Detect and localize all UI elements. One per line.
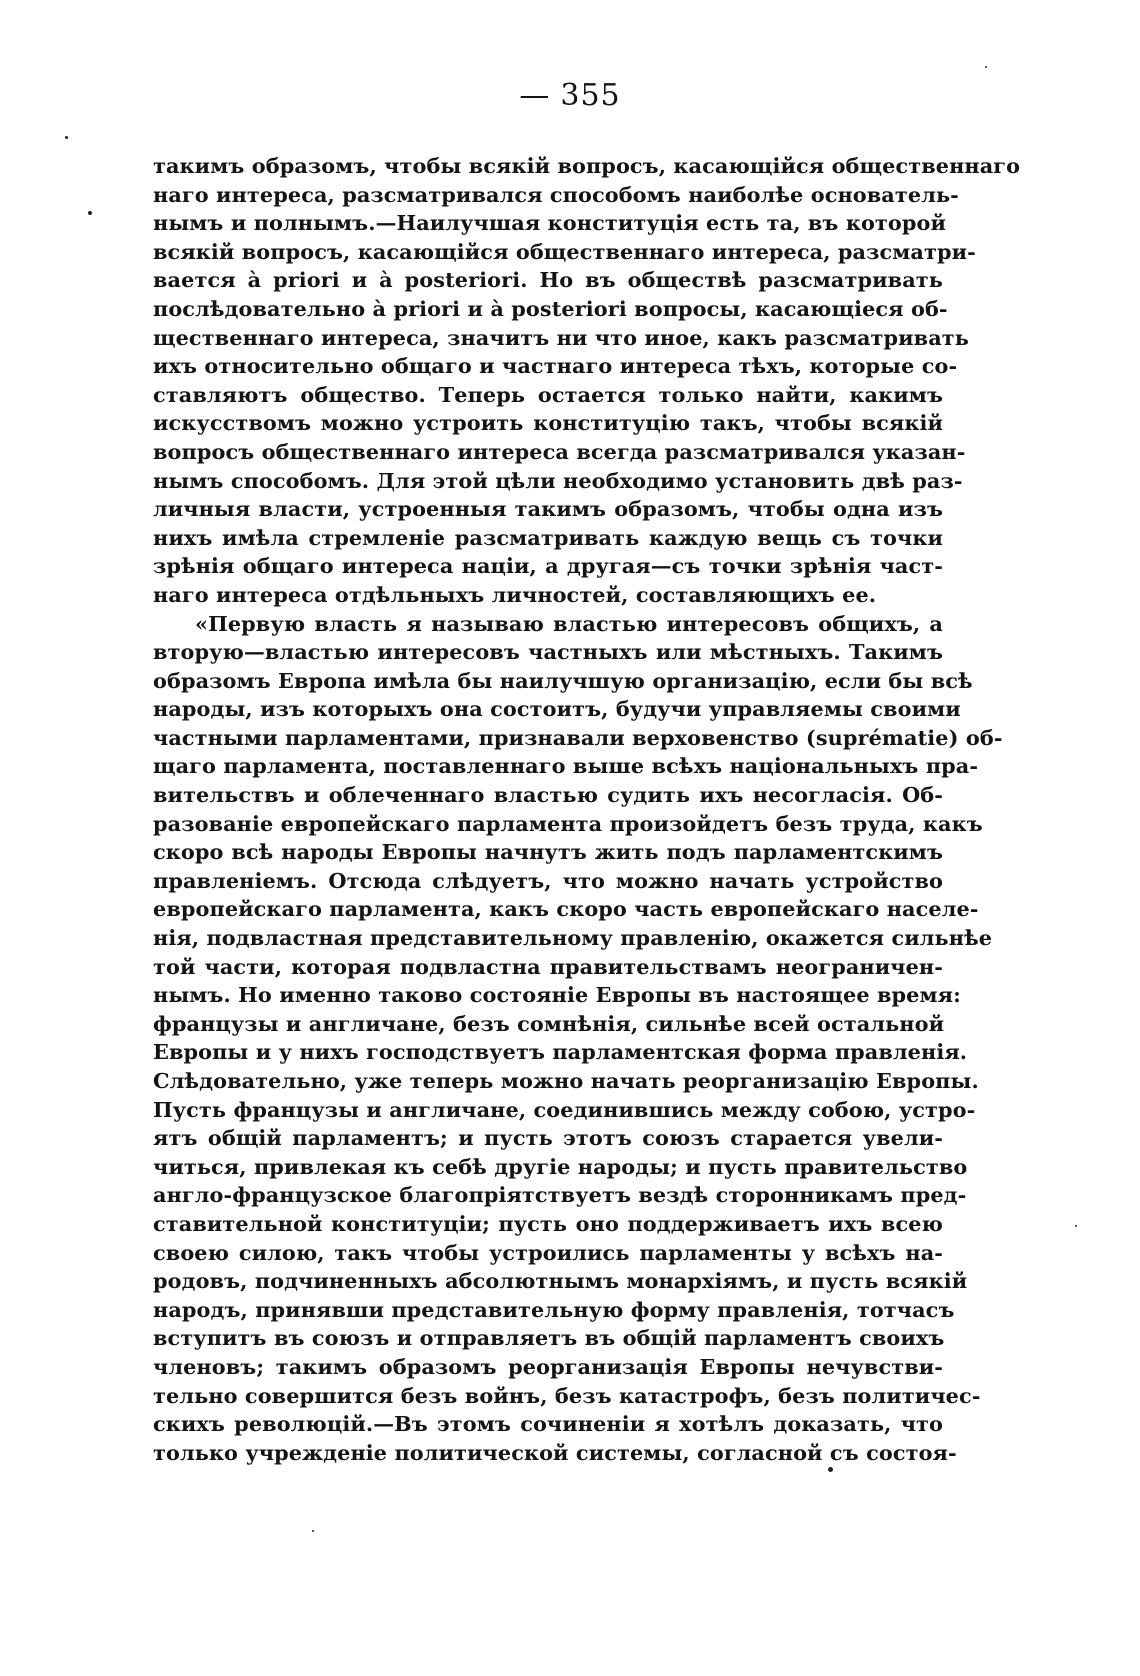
text-line: ятъ общій парламентъ; и пусть этотъ союзъ старается увели- bbox=[153, 1125, 943, 1151]
text-line: послѣдовательно à priori и à posteriori вопросы, касающіеся об- bbox=[153, 295, 948, 321]
text-line: частными парламентами, признавали верховенство (suprématie) об- bbox=[153, 724, 1003, 750]
scan-speck bbox=[1075, 1225, 1077, 1227]
text-line: французы и англичане, безъ сомнѣнія, сильнѣе всей остальной bbox=[153, 1010, 945, 1036]
scan-speck bbox=[65, 136, 68, 139]
text-line: народъ, принявши представительную форму правленія, тотчасъ bbox=[153, 1296, 955, 1322]
body-text bbox=[153, 152, 1021, 1467]
text-line: нихъ имѣла стремленіе разсматривать каждую вещь съ точки bbox=[153, 524, 943, 550]
text-line: ихъ относительно общаго и частнаго интереса тѣхъ, которые со- bbox=[153, 353, 958, 379]
text-line: родовъ, подчиненныхъ абсолютнымъ монархіямъ, и пусть всякій bbox=[153, 1268, 968, 1294]
text-line: вительствъ и облеченнаго властью судить ихъ несогласія. Об- bbox=[153, 782, 943, 808]
text-line: наго интереса отдѣльныхъ личностей, составляющихъ ее. bbox=[153, 581, 877, 607]
text-line: вторую—властью интересовъ частныхъ или мѣстныхъ. Такимъ bbox=[153, 639, 943, 665]
text-line: Европы и у нихъ господствуетъ парламентская форма правленія. bbox=[153, 1039, 968, 1065]
text-line: ставительной конституціи; пусть оно поддерживаетъ ихъ всею bbox=[153, 1210, 943, 1236]
text-line: разованіе европейскаго парламента произойдетъ безъ труда, какъ bbox=[153, 810, 983, 836]
text-line: искусствомъ можно устроить конституцію такъ, чтобы всякій bbox=[153, 410, 943, 436]
text-line: англо-французское благопріятствуетъ вездѣ сторонникамъ пред- bbox=[153, 1182, 967, 1208]
text-line: нія, подвластная представительному правленію, окажется сильнѣе bbox=[153, 925, 993, 951]
text-line: ставляютъ общество. Теперь остается только найти, какимъ bbox=[153, 381, 943, 407]
text-line: нымъ. Но именно таково состояніе Европы въ настоящее время: bbox=[153, 982, 961, 1008]
text-line: только учрежденіе политической системы, согласной съ состоя- bbox=[153, 1439, 957, 1465]
text-line: правленіемъ. Отсюда слѣдуетъ, что можно начать устройство bbox=[153, 867, 943, 893]
text-line: скоро всѣ народы Европы начнутъ жить подъ парламентскимъ bbox=[153, 839, 943, 865]
text-line: такимъ образомъ, чтобы всякій вопросъ, касающійся общественнаго bbox=[153, 153, 1021, 178]
text-line: всякій вопросъ, касающійся общественнаго интереса, разсматри- bbox=[153, 238, 976, 264]
text-line: вступитъ въ союзъ и отправляетъ въ общій парламентъ своихъ bbox=[153, 1325, 945, 1351]
text-line: вается à priori и à posteriori. Но въ обществѣ разсматривать bbox=[153, 267, 943, 293]
page-number-value: 355 bbox=[560, 78, 621, 113]
text-line: нымъ и полнымъ.—Наилучшая конституція есть та, въ которой bbox=[153, 210, 947, 236]
text-line: щаго парламента, поставленнаго выше всѣхъ національныхъ пра- bbox=[153, 753, 979, 779]
text-line: членовъ; такимъ образомъ реорганизація Европы нечувстви- bbox=[153, 1353, 943, 1379]
text-line: «Первую власть я называю властью интересовъ общихъ, а bbox=[195, 610, 943, 636]
scan-speck bbox=[828, 1467, 833, 1472]
page-number-dash: — bbox=[519, 78, 551, 113]
scan-speck bbox=[88, 211, 92, 215]
text-line: Пусть французы и англичане, соединившись между собою, устро- bbox=[153, 1096, 976, 1122]
text-line: вопросъ общественнаго интереса всегда разсматривался указан- bbox=[153, 438, 966, 464]
text-line: той части, которая подвластна правительствамъ неограничен- bbox=[153, 953, 943, 979]
text-line: щественнаго интереса, значитъ ни что иное, какъ разсматривать bbox=[153, 324, 970, 350]
text-line: наго интереса, разсматривался способомъ наиболѣе основатель- bbox=[153, 181, 959, 207]
page-number bbox=[0, 78, 1140, 113]
text-line: Слѣдовательно, уже теперь можно начать реорганизацію Европы. bbox=[153, 1068, 979, 1093]
scan-speck bbox=[312, 1530, 314, 1532]
text-line: зрѣнія общаго интереса націи, а другая—съ точки зрѣнія част- bbox=[153, 553, 943, 579]
text-line: тельно совершится безъ войнъ, безъ катастрофъ, безъ политичес- bbox=[153, 1382, 981, 1408]
text-line: своею силою, такъ чтобы устроились парламенты у всѣхъ на- bbox=[153, 1239, 943, 1265]
text-line: личныя власти, устроенныя такимъ образомъ, чтобы одна изъ bbox=[153, 496, 943, 522]
text-line: народы, изъ которыхъ она состоитъ, будучи управляемы своими bbox=[153, 696, 961, 722]
text-line: скихъ революцій.—Въ этомъ сочиненіи я хотѣлъ доказать, что bbox=[153, 1411, 943, 1437]
text-line: европейскаго парламента, какъ скоро часть европейскаго населе- bbox=[153, 896, 979, 922]
text-line: образомъ Европа имѣла бы наилучшую организацію, если бы всѣ bbox=[153, 667, 973, 693]
text-line: читься, привлекая къ себѣ другіе народы; и пусть правительство bbox=[153, 1153, 968, 1179]
scan-speck bbox=[985, 66, 987, 68]
text-line: нымъ способомъ. Для этой цѣли необходимо установить двѣ раз- bbox=[153, 467, 963, 493]
